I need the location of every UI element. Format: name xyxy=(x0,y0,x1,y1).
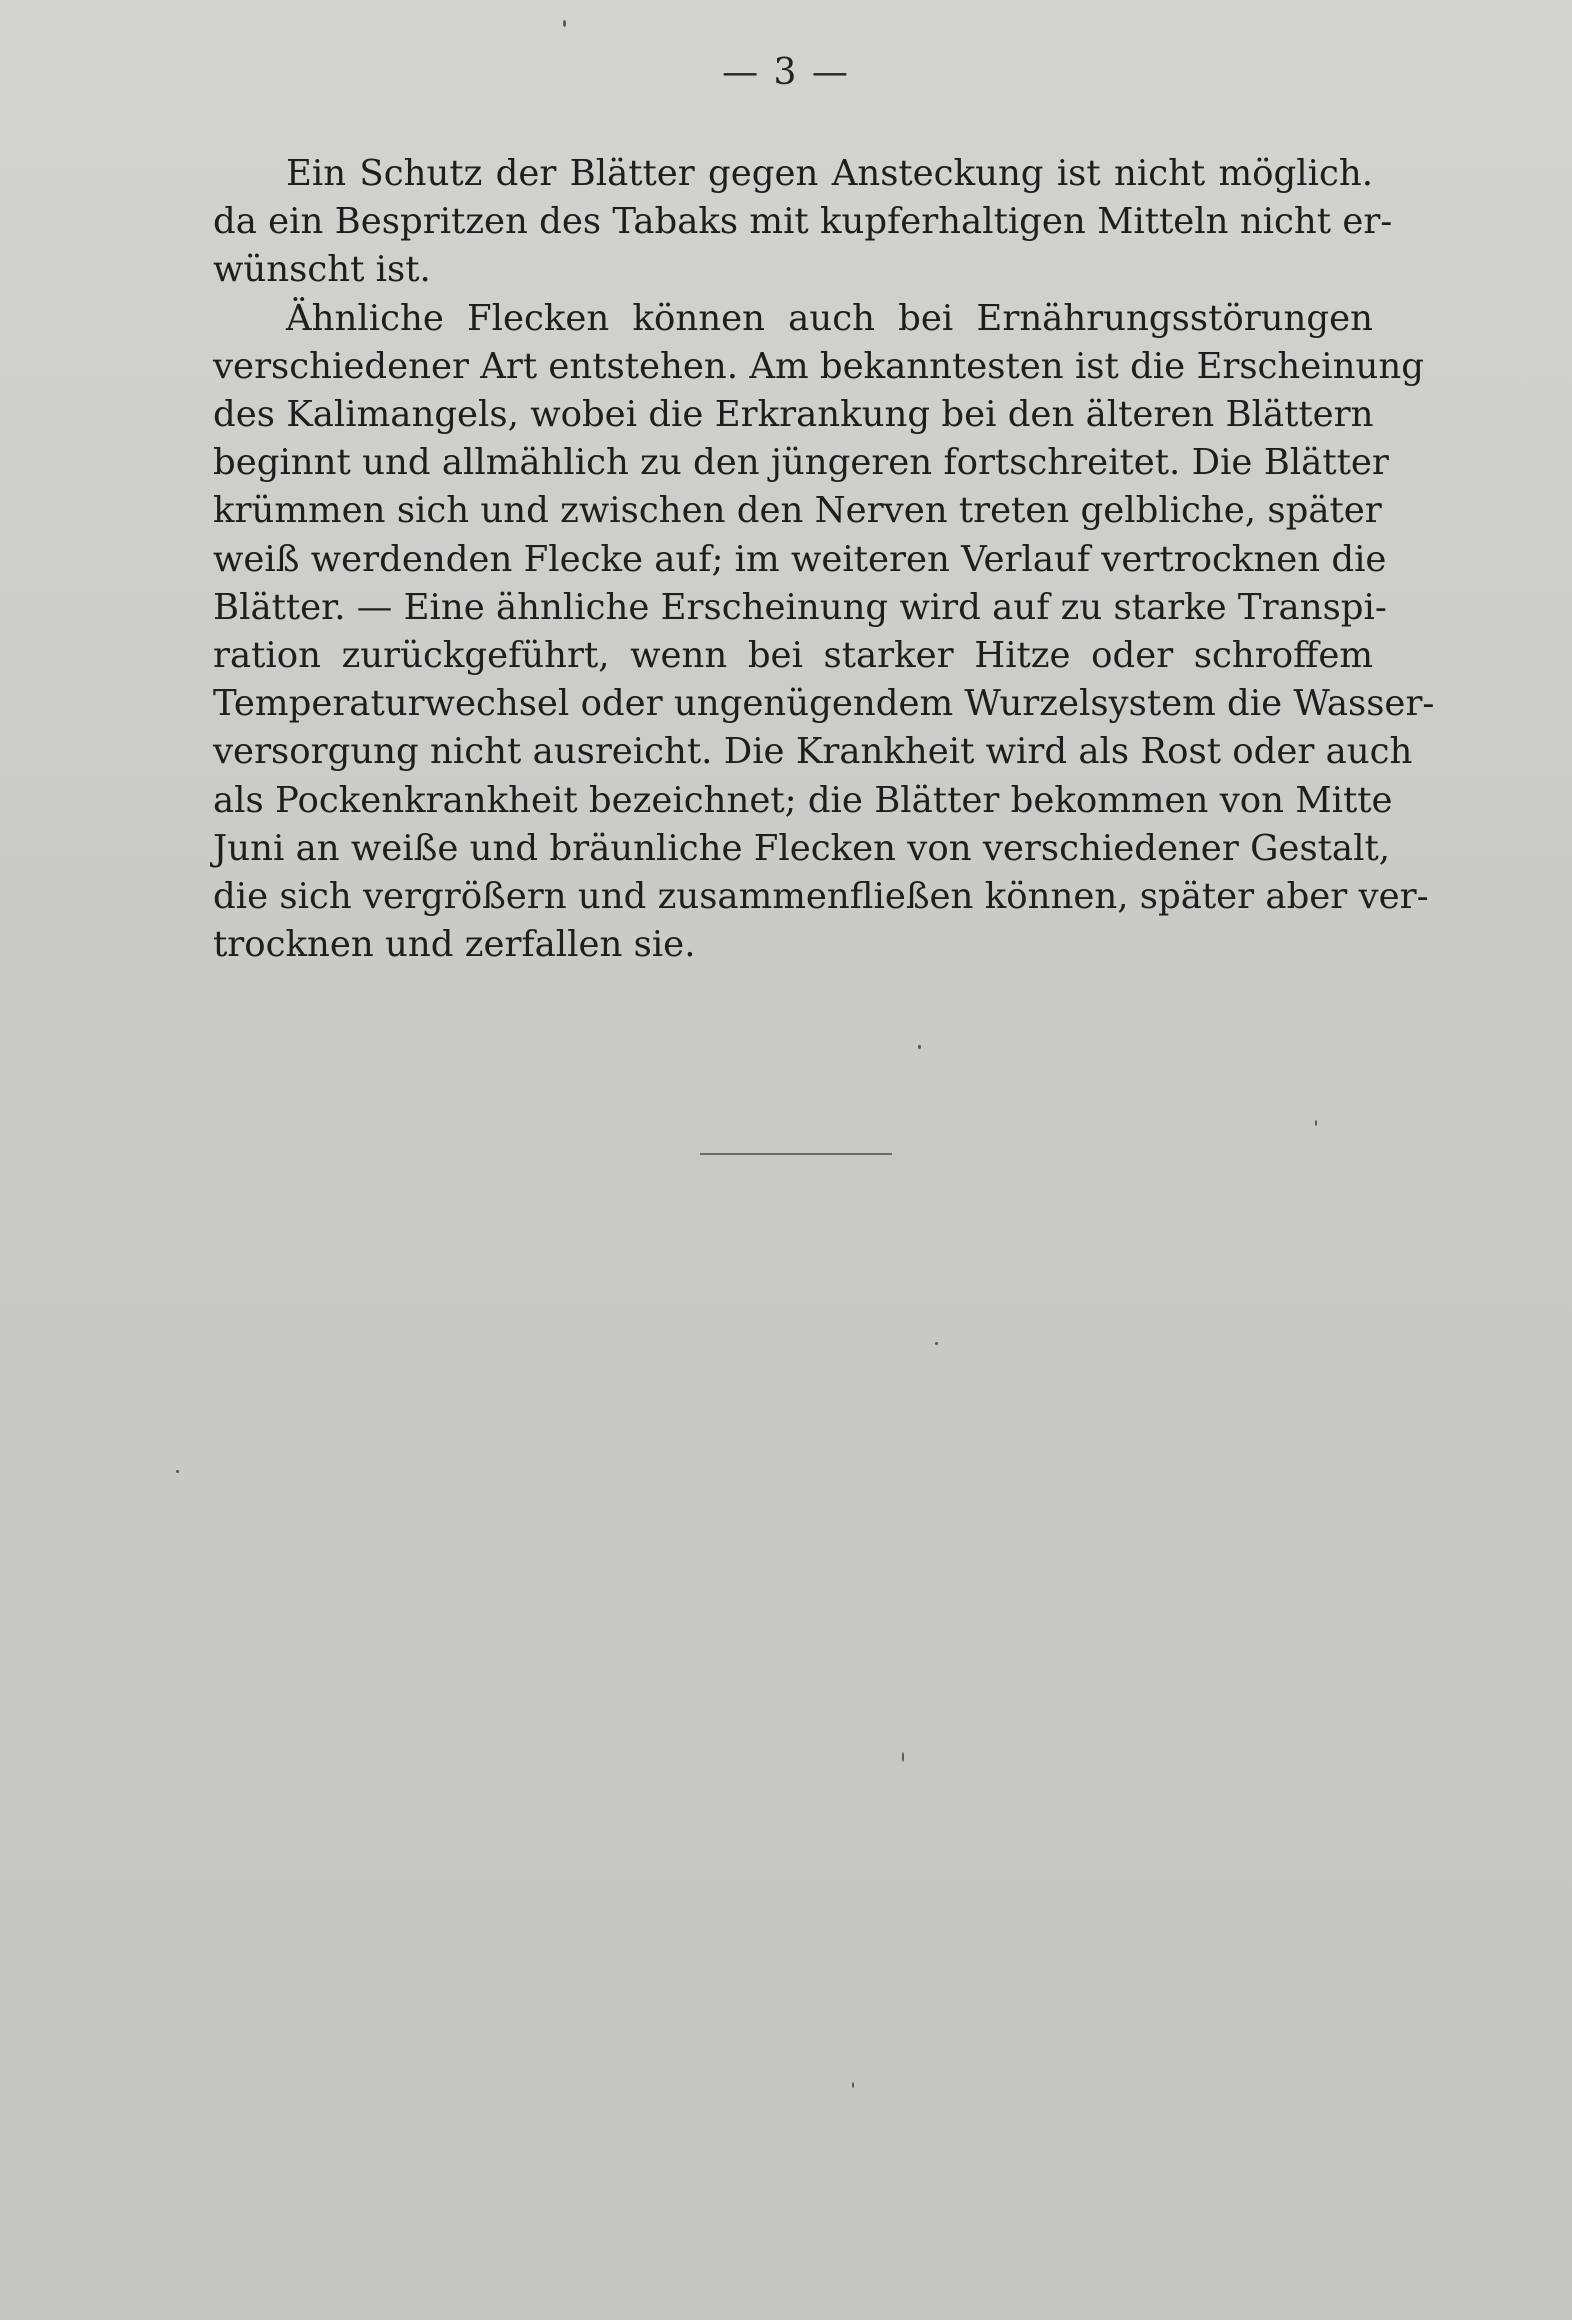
text-line: Ein Schutz der Blätter gegen Ansteckung ist nicht möglich. xyxy=(286,153,1373,194)
paper-speck xyxy=(563,20,566,27)
text-line: trocknen und zerfallen sie. xyxy=(213,924,696,966)
text-line: als Pockenkrankheit bezeichnet; die Blätter bekommen von Mitte xyxy=(213,779,1393,821)
text-line: die sich vergrößern und zusammenfließen können, später aber ver- xyxy=(213,876,1429,918)
end-rule xyxy=(700,1153,892,1155)
paper-speck xyxy=(852,2082,854,2088)
text-line: Temperaturwechsel oder ungenügendem Wurzelsystem die Wasser- xyxy=(213,683,1435,725)
text-line: beginnt und allmählich zu den jüngeren fortschreitet. Die Blätter xyxy=(213,442,1389,484)
page-number: — 3 — xyxy=(722,52,850,93)
text-line: wünscht ist. xyxy=(213,249,431,291)
paper-speck xyxy=(935,1342,938,1345)
text-line: Juni an weiße und bräunliche Flecken von verschiedener Gestalt, xyxy=(213,827,1390,869)
text-line: krümmen sich und zwischen den Nerven treten gelbliche, später xyxy=(213,490,1382,532)
body-text xyxy=(213,150,1435,969)
text-line: des Kalimangels, wobei die Erkrankung bei den älteren Blättern xyxy=(213,394,1374,436)
text-line: Ähnliche Flecken können auch bei Ernährungsstörungen xyxy=(286,297,1373,339)
text-line: weiß werdenden Flecke auf; im weiteren Verlauf vertrocknen die xyxy=(213,538,1387,580)
text-line: ration zurückgeführt, wenn bei starker Hitze oder schroffem xyxy=(213,635,1373,677)
paper-speck xyxy=(902,1752,904,1762)
paper-speck xyxy=(1315,1120,1317,1126)
text-line: da ein Bespritzen des Tabaks mit kupferhaltigen Mitteln nicht er- xyxy=(213,201,1393,243)
text-line: verschiedener Art entstehen. Am bekanntesten ist die Erscheinung xyxy=(213,345,1424,387)
text-line: Blätter. — Eine ähnliche Erscheinung wird auf zu starke Transpi- xyxy=(213,586,1387,628)
paper-speck xyxy=(918,1045,921,1049)
paper-speck xyxy=(176,1470,179,1473)
text-line: versorgung nicht ausreicht. Die Krankheit wird als Rost oder auch xyxy=(213,731,1413,773)
